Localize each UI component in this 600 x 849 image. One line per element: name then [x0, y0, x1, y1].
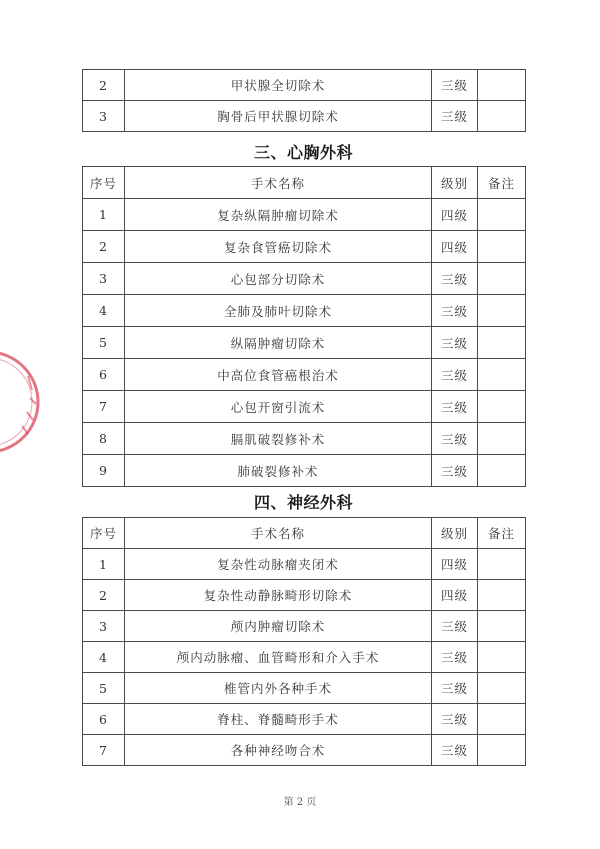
- header-level: 级别: [432, 518, 478, 549]
- table-row: [83, 611, 526, 642]
- row-number: 2: [83, 70, 125, 101]
- surgery-name: 各种神经吻合术: [125, 735, 432, 766]
- surgery-note: [478, 231, 526, 263]
- section-title-neurosurgery: 四、神经外科: [253, 493, 353, 512]
- table-row: [83, 549, 526, 580]
- header-note: 备注: [478, 167, 526, 199]
- table-row: [83, 455, 526, 487]
- table-row: [83, 231, 526, 263]
- surgery-note: [478, 704, 526, 735]
- surgery-note: [478, 735, 526, 766]
- surgery-level: 三级: [432, 263, 478, 295]
- row-number: 1: [83, 549, 125, 580]
- row-number: 6: [83, 359, 125, 391]
- cardiothoracic-surgery-table: [82, 166, 526, 487]
- surgery-name: 复杂纵隔肿瘤切除术: [125, 199, 432, 231]
- table-row: [83, 673, 526, 704]
- surgery-level: 三级: [432, 735, 478, 766]
- surgery-note: [478, 295, 526, 327]
- surgery-name: 膈肌破裂修补术: [125, 423, 432, 455]
- surgery-level: 三级: [432, 673, 478, 704]
- surgery-name: 甲状腺全切除术: [125, 70, 432, 101]
- surgery-note: [478, 101, 526, 132]
- surgery-name: 纵隔肿瘤切除术: [125, 327, 432, 359]
- surgery-level: 四级: [432, 231, 478, 263]
- table-header-row: [83, 518, 526, 549]
- surgery-name: 颅内肿瘤切除术: [125, 611, 432, 642]
- surgery-level: 三级: [432, 391, 478, 423]
- surgery-level: 三级: [432, 455, 478, 487]
- table-row: [83, 391, 526, 423]
- surgery-note: [478, 455, 526, 487]
- surgery-level: 四级: [432, 199, 478, 231]
- surgery-note: [478, 70, 526, 101]
- surgery-name: 颅内动脉瘤、血管畸形和介入手术: [125, 642, 432, 673]
- row-number: 2: [83, 231, 125, 263]
- surgery-name: 心包开窗引流术: [125, 391, 432, 423]
- row-number: 5: [83, 327, 125, 359]
- table-row: [83, 199, 526, 231]
- surgery-name: 脊柱、脊髓畸形手术: [125, 704, 432, 735]
- surgery-name: 胸骨后甲状腺切除术: [125, 101, 432, 132]
- surgery-level: 三级: [432, 70, 478, 101]
- surgery-note: [478, 199, 526, 231]
- row-number: 3: [83, 611, 125, 642]
- header-surgery-name: 手术名称: [125, 518, 432, 549]
- row-number: 2: [83, 580, 125, 611]
- surgery-note: [478, 391, 526, 423]
- table-row: [83, 359, 526, 391]
- row-number: 7: [83, 391, 125, 423]
- header-level: 级别: [432, 167, 478, 199]
- surgery-level: 三级: [432, 642, 478, 673]
- surgery-name: 全肺及肺叶切除术: [125, 295, 432, 327]
- table-row: [83, 423, 526, 455]
- row-number: 4: [83, 642, 125, 673]
- header-number: 序号: [83, 167, 125, 199]
- row-number: 3: [83, 263, 125, 295]
- section-title-cardiothoracic: 三、心胸外科: [253, 143, 353, 162]
- row-number: 3: [83, 101, 125, 132]
- table-row: [83, 735, 526, 766]
- surgery-note: [478, 673, 526, 704]
- row-number: 4: [83, 295, 125, 327]
- official-seal-stamp: [0, 346, 44, 458]
- row-number: 6: [83, 704, 125, 735]
- surgery-level: 四级: [432, 580, 478, 611]
- surgery-note: [478, 580, 526, 611]
- surgery-name: 复杂性动静脉畸形切除术: [125, 580, 432, 611]
- surgery-note: [478, 642, 526, 673]
- table-row: [83, 580, 526, 611]
- continued-surgery-table: [82, 69, 526, 132]
- row-number: 5: [83, 673, 125, 704]
- header-number: 序号: [83, 518, 125, 549]
- table-row: [83, 704, 526, 735]
- surgery-level: 三级: [432, 704, 478, 735]
- row-number: 9: [83, 455, 125, 487]
- surgery-note: [478, 423, 526, 455]
- table-row: [83, 263, 526, 295]
- surgery-name: 复杂食管癌切除术: [125, 231, 432, 263]
- table-header-row: [83, 167, 526, 199]
- row-number: 7: [83, 735, 125, 766]
- neurosurgery-table: [82, 517, 526, 766]
- table-row: [83, 70, 526, 101]
- row-number: 1: [83, 199, 125, 231]
- surgery-level: 三级: [432, 295, 478, 327]
- surgery-level: 三级: [432, 359, 478, 391]
- table-row: [83, 327, 526, 359]
- surgery-note: [478, 327, 526, 359]
- surgery-note: [478, 549, 526, 580]
- surgery-note: [478, 611, 526, 642]
- surgery-name: 中高位食管癌根治术: [125, 359, 432, 391]
- table-row: [83, 101, 526, 132]
- page-number: 第 2 页: [283, 797, 317, 808]
- surgery-note: [478, 263, 526, 295]
- surgery-level: 三级: [432, 101, 478, 132]
- surgery-level: 三级: [432, 611, 478, 642]
- surgery-level: 四级: [432, 549, 478, 580]
- table-row: [83, 295, 526, 327]
- header-surgery-name: 手术名称: [125, 167, 432, 199]
- table-row: [83, 642, 526, 673]
- surgery-name: 复杂性动脉瘤夹闭术: [125, 549, 432, 580]
- row-number: 8: [83, 423, 125, 455]
- surgery-name: 肺破裂修补术: [125, 455, 432, 487]
- surgery-level: 三级: [432, 327, 478, 359]
- surgery-note: [478, 359, 526, 391]
- header-note: 备注: [478, 518, 526, 549]
- surgery-level: 三级: [432, 423, 478, 455]
- surgery-name: 椎管内外各种手术: [125, 673, 432, 704]
- surgery-name: 心包部分切除术: [125, 263, 432, 295]
